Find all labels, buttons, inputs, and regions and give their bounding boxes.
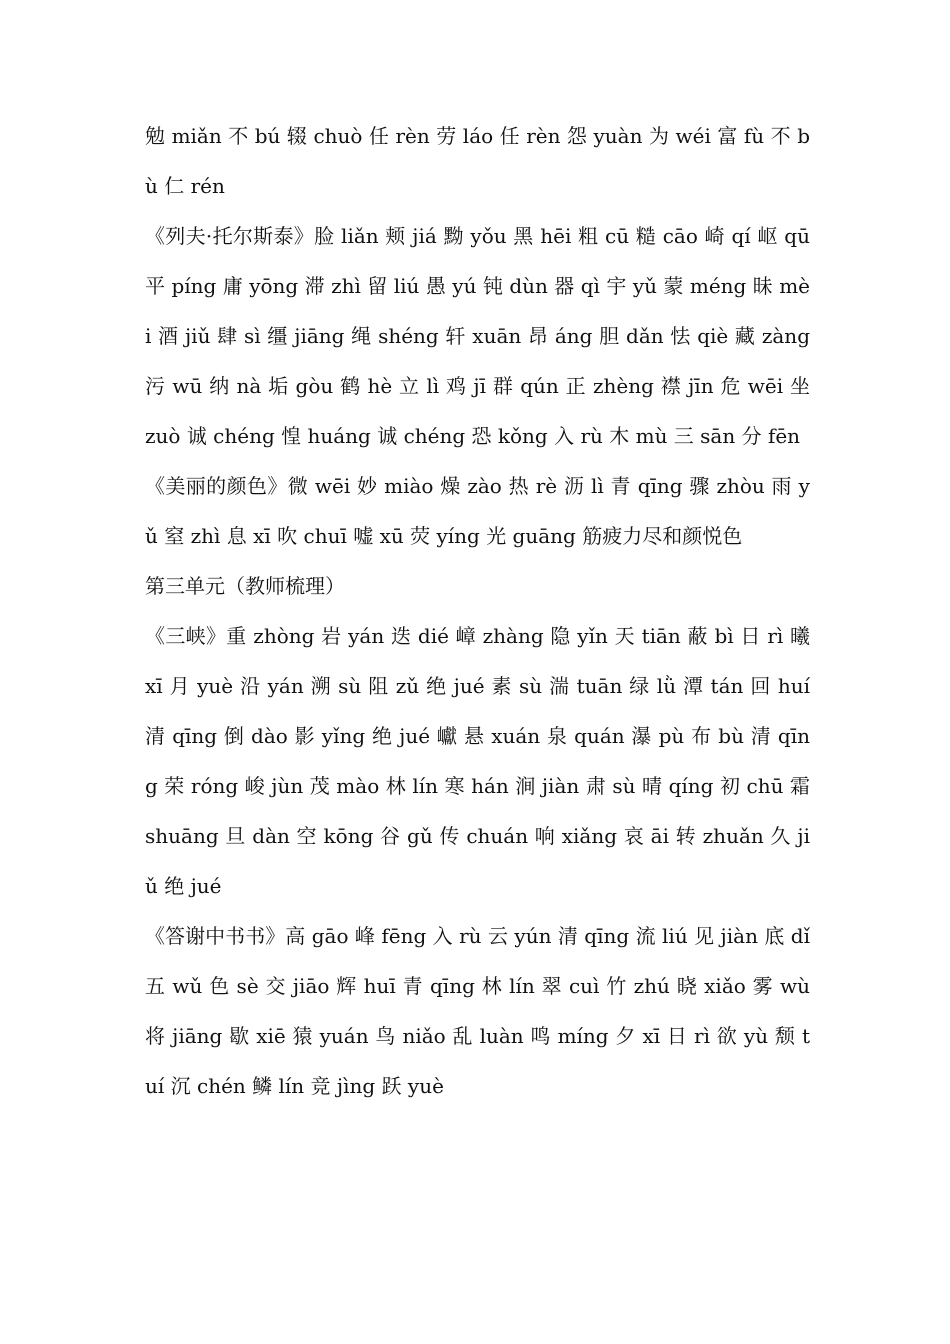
paragraph-beautiful-colors: 《美丽的颜色》微 wēi 妙 miào 燥 zào 热 rè 沥 lì 青 qīng 骤 zhòu 雨 yǔ 窒 zhì 息 xī 吹 chuī 嘘 xū 荧 yíng 光 guāng 筋疲力尽和颜悦色 [145, 474, 810, 548]
unit-three-heading: 第三单元（教师梳理） [145, 574, 345, 598]
paragraph-dataxie-zhongshu: 《答谢中书书》高 gāo 峰 fēng 入 rù 云 yún 清 qīng 流 liú 见 jiàn 底 dǐ 五 wǔ 色 sè 交 jiāo 辉 huī 青 qīng 林 lín 翠 cuì 竹 zhú 晓 xiǎo 雾 wù 将 jiāng 歇 xiē 猿 yuán 鸟 niǎo 乱 luàn 鸣 míng 夕 xī 日 rì 欲 yù 颓 tuí 沉 chén 鳞 lín 竞 jìng 跃 yuè [145, 924, 810, 1098]
paragraph-vocab-continued: 勉 miǎn 不 bú 辍 chuò 任 rèn 劳 láo 任 rèn 怨 yuàn 为 wéi 富 fù 不 bù 仁 rén [145, 124, 810, 198]
paragraph-three-gorges: 《三峡》重 zhòng 岩 yán 迭 dié 嶂 zhàng 隐 yǐn 天 tiān 蔽 bì 日 rì 曦 xī 月 yuè 沿 yán 溯 sù 阻 zǔ 绝 jué 素 sù 湍 tuān 绿 lǜ 潭 tán 回 huí 清 qīng 倒 dào 影 yǐng 绝 jué 巘 悬 xuán 泉 quán 瀑 pù 布 bù 清 qīng 荣 róng 峻 jùn 茂 mào 林 lín 寒 hán 涧 jiàn 肃 sù 晴 qíng 初 chū 霜 shuāng 旦 dàn 空 kōng 谷 gǔ 传 chuán 响 xiǎng 哀 āi 转 zhuǎn 久 jiǔ 绝 jué [145, 624, 810, 898]
paragraph-tolstoy: 《列夫·托尔斯泰》脸 liǎn 颊 jiá 黝 yǒu 黑 hēi 粗 cū 糙 cāo 崎 qí 岖 qū 平 píng 庸 yōng 滞 zhì 留 liú 愚 yú 钝 dùn 器 qì 宇 yǔ 蒙 méng 昧 mèi 酒 jiǔ 肆 sì 缰 jiāng 绳 shéng 轩 xuān 昂 áng 胆 dǎn 怯 qiè 藏 zàng 污 wū 纳 nà 垢 gòu 鹤 hè 立 lì 鸡 jī 群 qún 正 zhèng 襟 jīn 危 wēi 坐 zuò 诚 chéng 惶 huáng 诚 chéng 恐 kǒng 入 rù 木 mù 三 sān 分 fēn [145, 224, 810, 448]
document-body [145, 111, 810, 1111]
